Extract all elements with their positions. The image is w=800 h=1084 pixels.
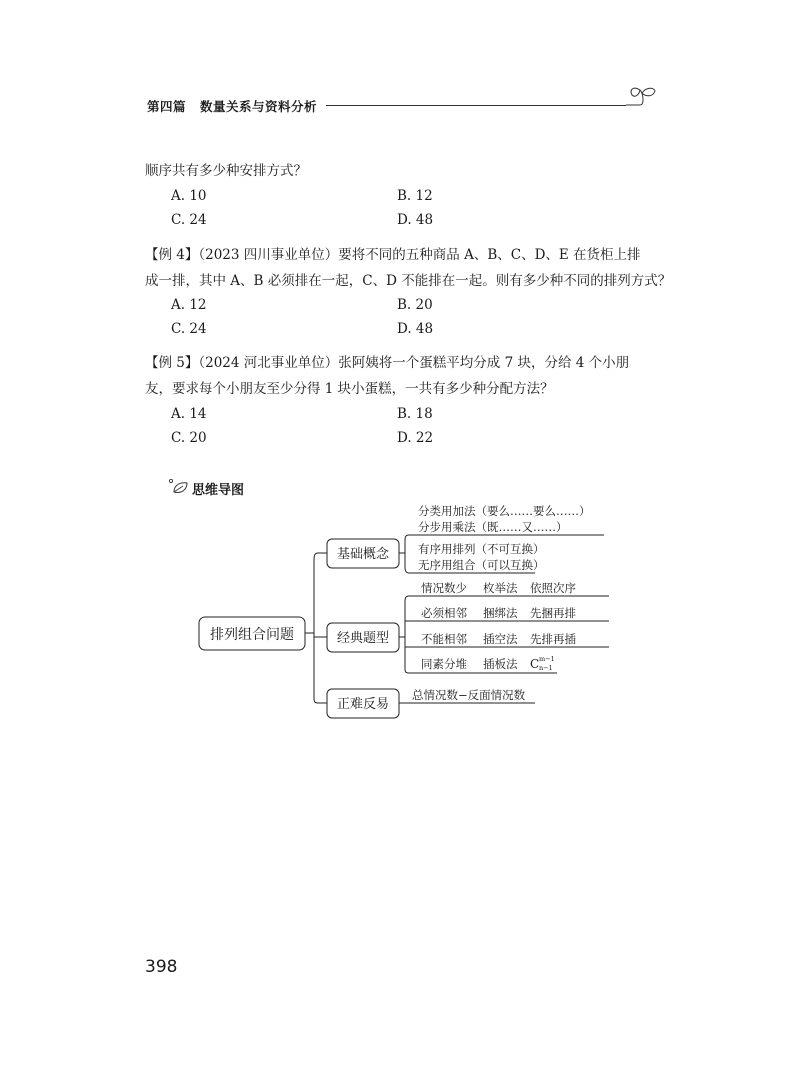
- classic-tip-2: 先捆再排: [530, 606, 576, 620]
- classic-case-4: 同素分堆: [421, 657, 467, 671]
- page-number: 398: [145, 957, 178, 977]
- option-c: C. 24: [171, 212, 207, 228]
- basic-item-3: 有序用排列（不可互换）: [418, 542, 545, 556]
- classic-tip-3: 先排再插: [530, 632, 576, 646]
- branch-basic-label: 基础概念: [336, 547, 390, 562]
- classic-case-1: 情况数少: [421, 581, 467, 595]
- complement-item: 总情况数−反面情况数: [412, 688, 526, 702]
- example-5-option-c: C. 20: [171, 430, 207, 446]
- example-4-option-c: C. 24: [171, 321, 207, 337]
- classic-method-1: 枚举法: [483, 581, 518, 595]
- mindmap-title: 思维导图: [192, 483, 245, 498]
- chapter-title: 数量关系与资料分析: [200, 99, 318, 114]
- example-4-option-d: D. 48: [397, 321, 434, 337]
- classic-tip-4-superscript: m−1: [539, 655, 555, 663]
- classic-tip-4: C: [530, 657, 540, 671]
- classic-tip-1: 依照次序: [530, 581, 576, 595]
- basic-item-4: 无序用组合（可以互换）: [418, 558, 545, 572]
- example-4-line-2: 成一排，其中 A、B 必须排在一起，C、D 不能排在一起。则有多少种不同的排列方式？: [145, 273, 672, 289]
- classic-case-2: 必须相邻: [421, 606, 467, 620]
- classic-method-3: 插空法: [483, 632, 518, 646]
- example-5-option-b: B. 18: [397, 406, 433, 422]
- option-d: D. 48: [397, 212, 434, 228]
- branch-complement-label: 正难反易: [336, 697, 390, 712]
- example-4-line-1: 【例 4】（2023 四川事业单位）要将不同的五种商品 A、B、C、D、E 在货柜上排: [145, 247, 641, 263]
- option-b: B. 12: [397, 188, 433, 204]
- branch-classic-label: 经典题型: [336, 631, 390, 646]
- basic-item-2: 分步用乘法（既……又……）: [418, 520, 568, 534]
- example-5-line-2: 友，要求每个小朋友至少分得 1 块小蛋糕，一共有多少种分配方法？: [145, 381, 554, 397]
- example-5-option-a: A. 14: [171, 406, 207, 422]
- example-5-option-d: D. 22: [397, 430, 434, 446]
- part-label: 第四篇: [147, 99, 187, 114]
- question-continuation: 顺序共有多少种安排方式？: [145, 163, 307, 179]
- example-4-option-b: B. 20: [397, 297, 433, 313]
- classic-method-4: 插板法: [483, 657, 518, 671]
- basic-item-1: 分类用加法（要么……要么……）: [418, 504, 591, 518]
- root-label: 排列组合问题: [210, 627, 294, 643]
- option-a: A. 10: [171, 188, 207, 204]
- classic-case-3: 不能相邻: [421, 632, 467, 646]
- classic-tip-4-subscript: n−1: [539, 664, 553, 672]
- example-4-option-a: A. 12: [171, 297, 207, 313]
- classic-method-2: 捆绑法: [483, 606, 518, 620]
- example-5-line-1: 【例 5】（2024 河北事业单位）张阿姨将一个蛋糕平均分成 7 块，分给 4 个小朋: [145, 355, 630, 371]
